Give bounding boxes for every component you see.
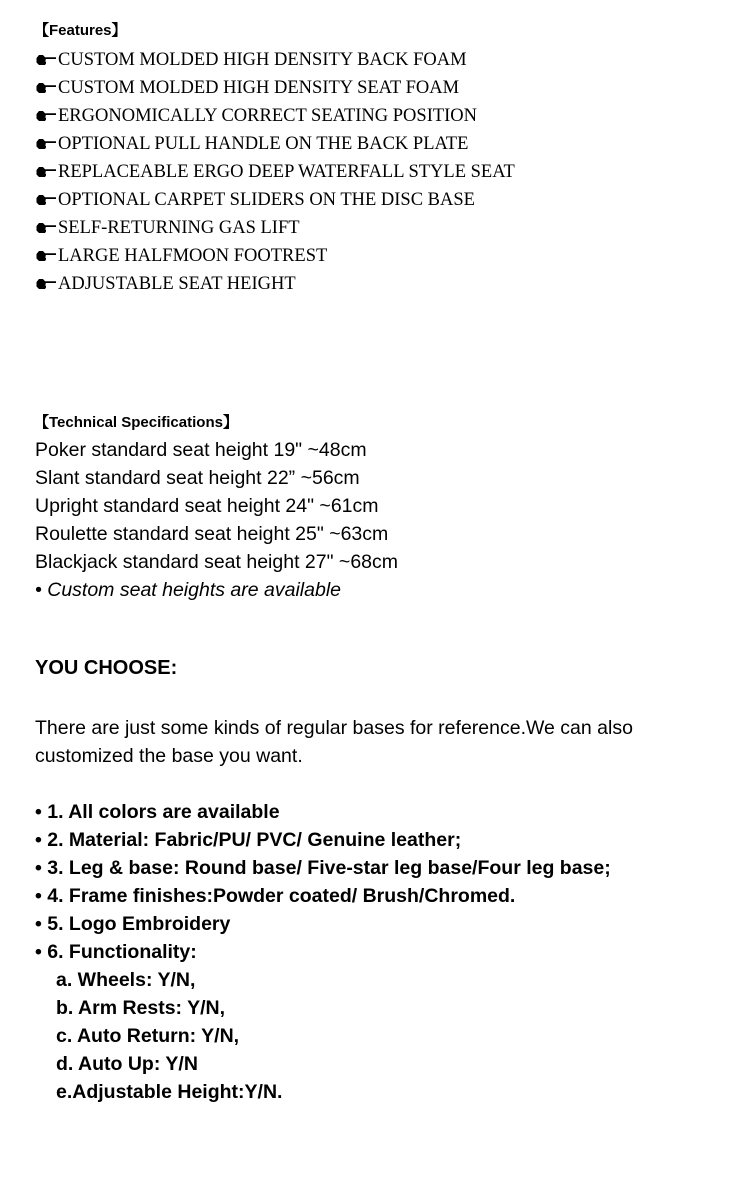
feature-item: OPTIONAL CARPET SLIDERS ON THE DISC BASE xyxy=(36,186,515,214)
feature-item: LARGE HALFMOON FOOTREST xyxy=(36,242,515,270)
functionality-item: e.Adjustable Height:Y/N. xyxy=(56,1081,283,1103)
functionality-item: c. Auto Return: Y/N, xyxy=(56,1025,240,1047)
option-item: • 3. Leg & base: Round base/ Five-star leg base/Four leg base; xyxy=(35,857,611,879)
pointing-hand-icon xyxy=(36,250,56,262)
option-item: • 4. Frame finishes:Powder coated/ Brush/Chromed. xyxy=(35,885,516,907)
features-heading: 【Features】 xyxy=(34,22,127,39)
pointing-hand-icon xyxy=(36,54,56,66)
features-list xyxy=(36,46,515,298)
feature-item: CUSTOM MOLDED HIGH DENSITY BACK FOAM xyxy=(36,46,515,74)
functionality-item: b. Arm Rests: Y/N, xyxy=(56,997,226,1019)
choose-title: YOU CHOOSE: xyxy=(35,657,178,679)
pointing-hand-icon xyxy=(36,278,56,290)
functionality-item: a. Wheels: Y/N, xyxy=(56,969,196,991)
option-item: • 1. All colors are available xyxy=(35,801,280,823)
pointing-hand-icon xyxy=(36,222,56,234)
spec-note: • Custom seat heights are available xyxy=(35,579,341,601)
pointing-hand-icon xyxy=(36,138,56,150)
feature-item: SELF-RETURNING GAS LIFT xyxy=(36,214,515,242)
spec-item: Roulette standard seat height 25" ~63cm xyxy=(35,523,389,545)
options-list xyxy=(35,798,611,1106)
feature-item: ERGONOMICALLY CORRECT SEATING POSITION xyxy=(36,102,515,130)
feature-item: OPTIONAL PULL HANDLE ON THE BACK PLATE xyxy=(36,130,515,158)
option-item: • 5. Logo Embroidery xyxy=(35,913,231,935)
pointing-hand-icon xyxy=(36,166,56,178)
pointing-hand-icon xyxy=(36,82,56,94)
spec-item: Upright standard seat height 24" ~61cm xyxy=(35,495,379,517)
feature-item: ADJUSTABLE SEAT HEIGHT xyxy=(36,270,515,298)
feature-item: CUSTOM MOLDED HIGH DENSITY SEAT FOAM xyxy=(36,74,515,102)
specs-heading: 【Technical Specifications】 xyxy=(34,414,238,431)
choose-intro: There are just some kinds of regular bases for reference.We can also customized the base you want. xyxy=(35,717,633,767)
specs-list xyxy=(35,436,398,604)
option-item: • 2. Material: Fabric/PU/ PVC/ Genuine leather; xyxy=(35,829,462,851)
pointing-hand-icon xyxy=(36,110,56,122)
option-item: • 6. Functionality: xyxy=(35,941,197,963)
functionality-item: d. Auto Up: Y/N xyxy=(56,1053,198,1075)
feature-item: REPLACEABLE ERGO DEEP WATERFALL STYLE SEAT xyxy=(36,158,515,186)
spec-item: Blackjack standard seat height 27" ~68cm xyxy=(35,551,399,573)
pointing-hand-icon xyxy=(36,194,56,206)
spec-item: Slant standard seat height 22” ~56cm xyxy=(35,467,360,489)
spec-item: Poker standard seat height 19" ~48cm xyxy=(35,439,367,461)
